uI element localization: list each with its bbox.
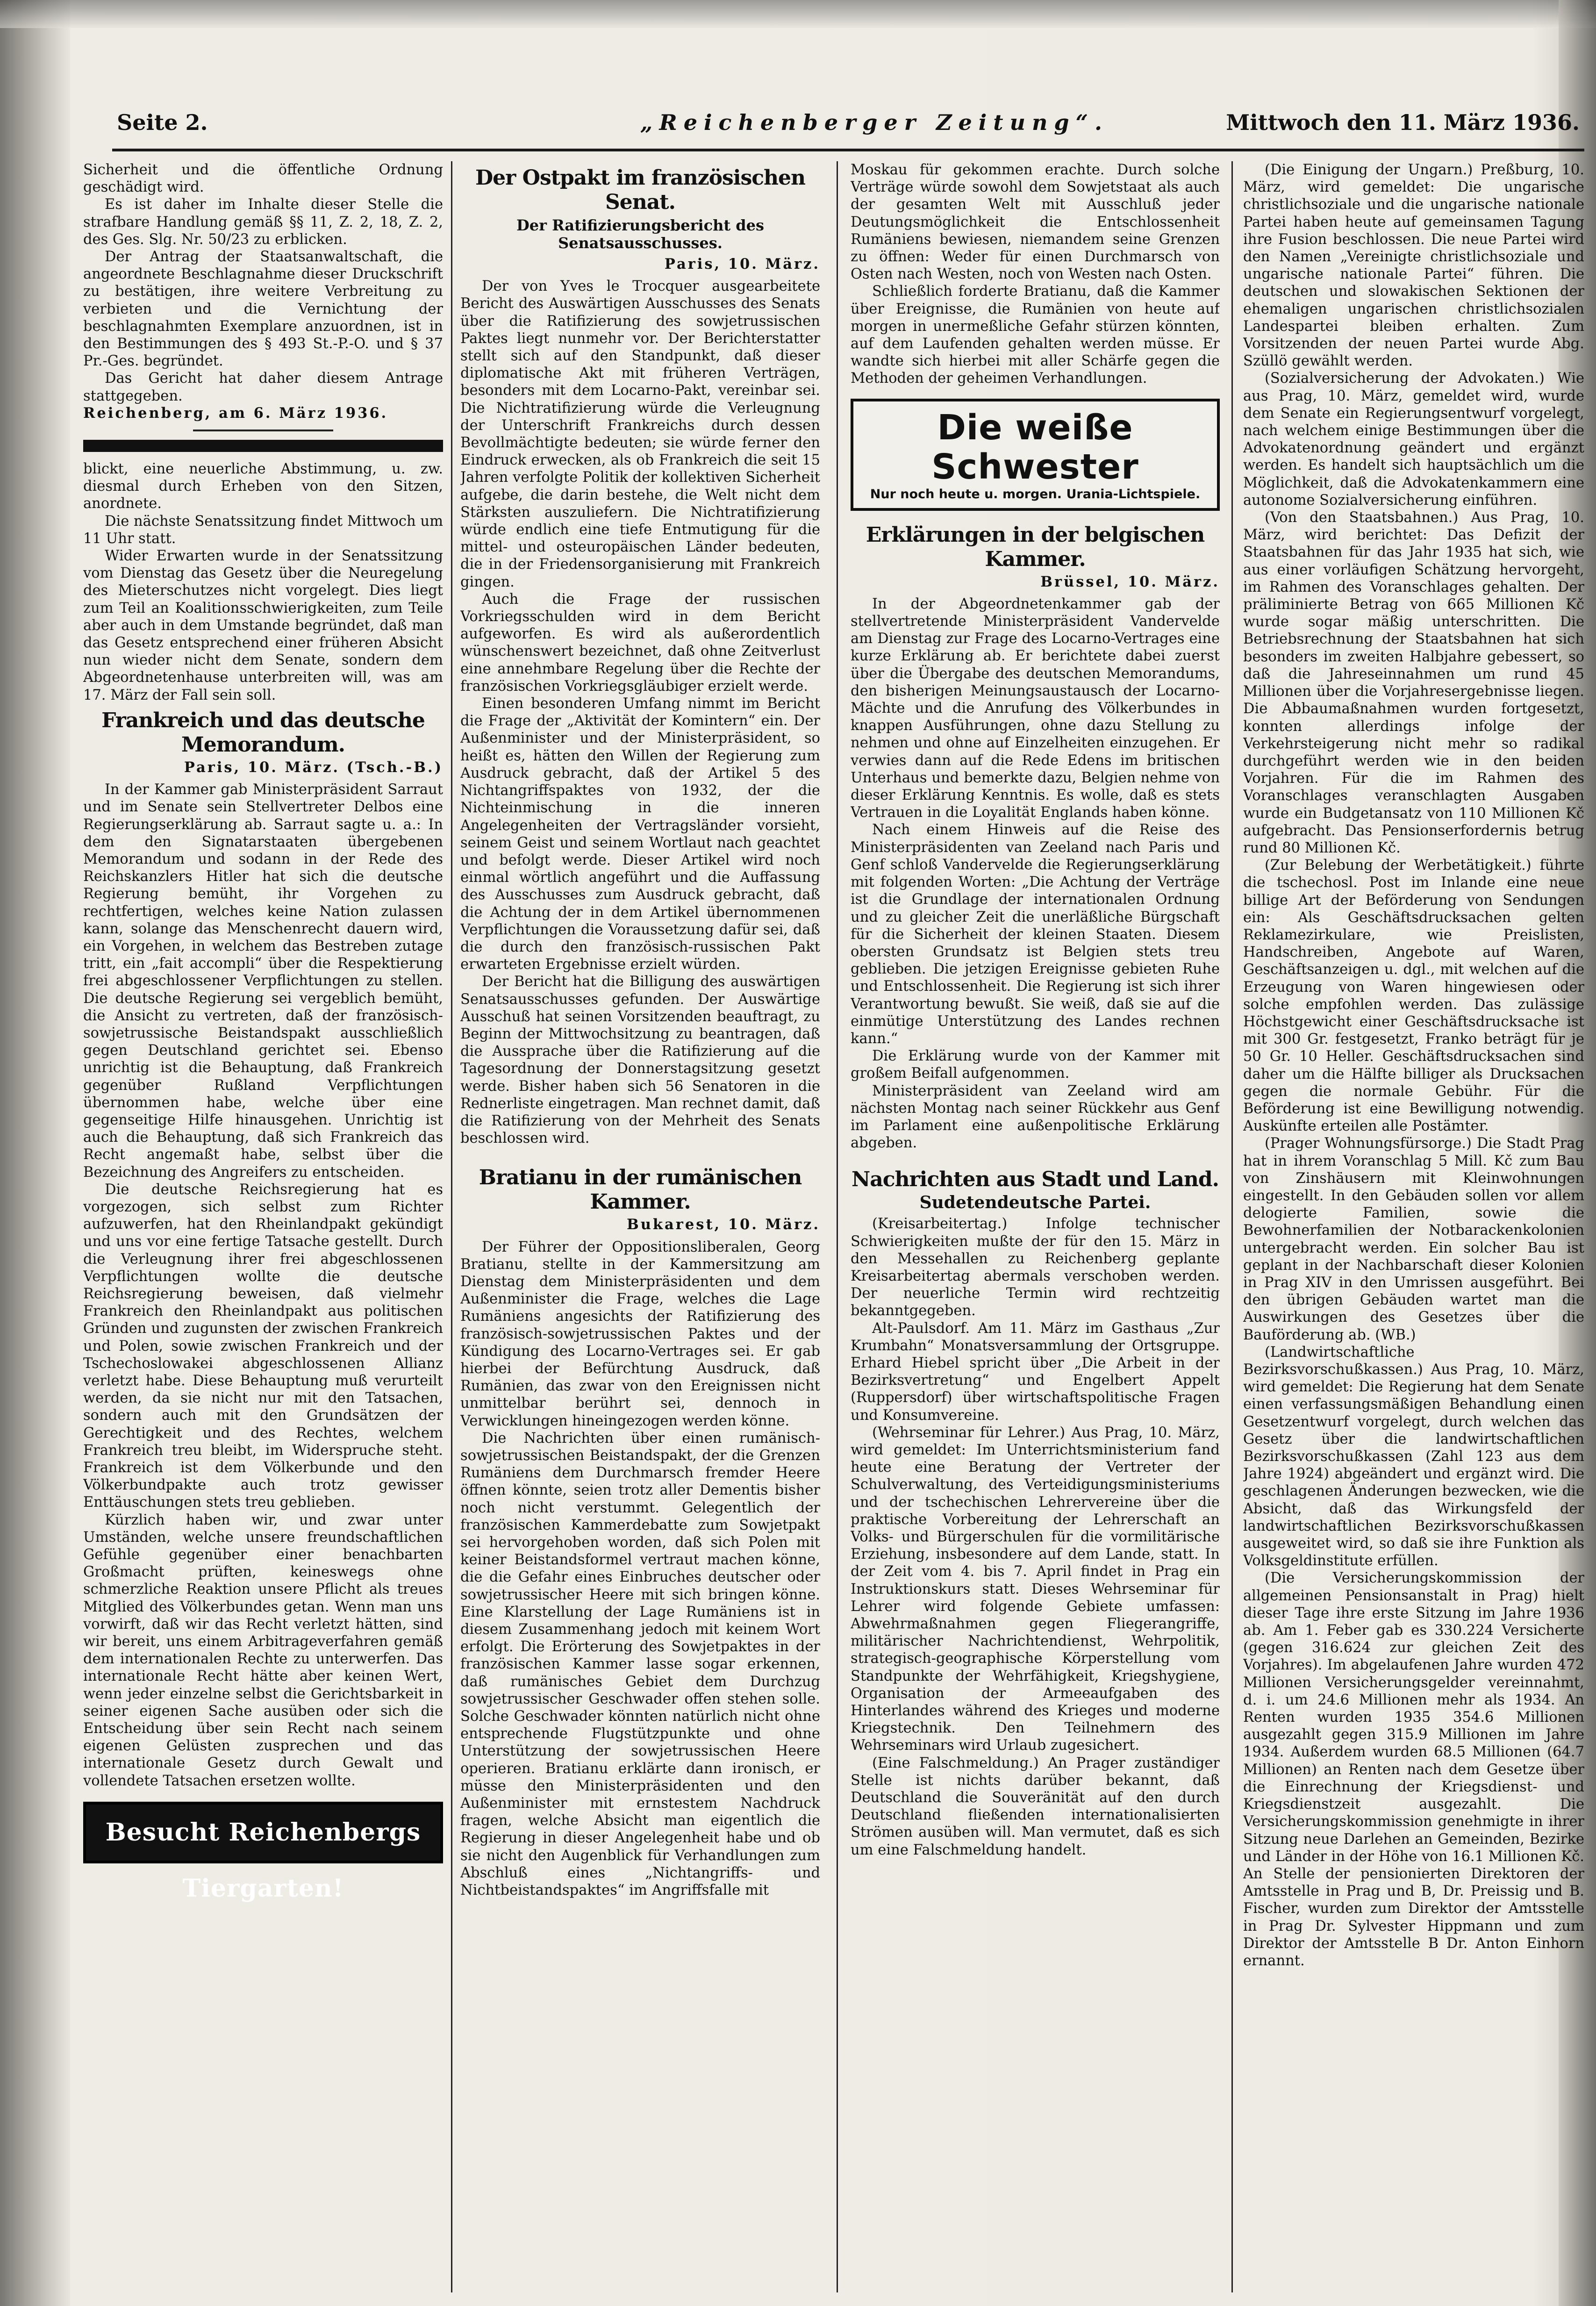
paragraph: Alt-Paulsdorf. Am 11. März im Gasthaus „Zur Krumbahn“ Monatsversammlung der Ortsgruppe. Erhard Hiebel spricht über „Die Arbeit in der Bezirksvertretung“ und Engelbert Appelt (Ruppersdorf) über wirtschaftspolitische Fragen und Konsumvereine. xyxy=(851,1320,1220,1424)
paragraph: (Zur Belebung der Werbetätigkeit.) führte die tschechosl. Post im Inlande eine neue billige Art der Beförderung von Sendungen ein: Als Geschäftsdrucksachen gelten Reklamezirkulare, wie Preislisten, Handschreiben, Angebote auf Waren, Geschäftsanzeigen u. dgl., mit welchen auf die Erzeugung von Waren hingewiesen oder solche empfohlen werden. Das zulässige Höchstgewicht einer Geschäftsdrucksache ist mit 300 Gr. festgesetzt, Franko beträgt für je 50 Gr. 10 Heller. Geschäftsdrucksachen sind daher um die Hälfte billiger als Drucksachen gegen die normale Gebühr. Für die Beförderung ist eine Bewilligung notwendig. Auskünfte erteilen alle Postämter. xyxy=(1243,857,1584,1135)
paragraph: Der von Yves le Trocquer ausgearbeitete Bericht des Auswärtigen Ausschusses des Senats über die Ratifizierung des sowjetrussischen Paktes liegt nunmehr vor. Der Berichterstatter stellt sich auf den Standpunkt, daß dieser diplomatische Akt mit früheren Verträgen, besonders mit dem Locarno-Pakt, vereinbar sei. Die Nichtratifizierung würde die Verleugnung der Unterschrift Frankreichs durch dessen Bevollmächtigte bedeuten; sie würde ferner den Eindruck erwecken, als ob Frankreich die seit 15 Jahren verfolgte Politik der kollektiven Sicherheit aufgebe, die darin bestehe, die Welt nicht dem Stärksten auszuliefern. Die Nichtratifizierung würde endlich eine tiefe Entmutigung für die mittel- und osteuropäischen Länder bedeuten, die in der Friedensorganisierung mit Frankreich gingen. xyxy=(460,278,820,590)
paragraph: (Die Versicherungskommission der allgemeinen Pensionsanstalt in Prag) hielt dieser Tage ihre erste Sitzung im Jahre 1936 ab. Am 1. Feber gab es 330.224 Versicherte (gegen 316.624 zur gleichen Zeit des Vorjahres). Im abgelaufenen Jahre wurden 472 Millionen Versicherungsgelder vereinnahmt, d. i. um 24.6 Millionen mehr als 1934. An Renten wurden 1935 354.6 Millionen ausgezahlt gegen 315.9 Millionen im Jahre 1934. Außerdem wurden 68.5 Millionen (64.7 Millionen) an Renten nach dem Gesetze über die Einrechnung der Kriegsdienst- und Kriegsdienstzeit ausgezahlt. Die Versicherungskommission genehmigte in ihrer Sitzung neue Darlehen an Gemeinden, Bezirke und Länder in der Höhe von 16.1 Millionen Kč. An Stelle der pensionierten Direktoren der Amtsstelle in Prag und B, Dr. Preissig und B. Fischer, wurden zum Direktor der Amtsstelle in Prag Dr. Sylvester Hippmann und zum Direktor der Amtsstelle B Dr. Anton Einhorn ernannt. xyxy=(1243,1570,1584,1969)
section-headline: Nachrichten aus Stadt und Land. xyxy=(851,1167,1219,1192)
article-headline: Bratianu in der rumänischen Kammer. xyxy=(479,1166,802,1214)
paragraph: (Sozialversicherung der Advokaten.) Wie aus Prag, 10. März, gemeldet wird, wurde dem Senate ein Regierungsentwurf vorgelegt, nach welchem einige Bestimmungen über die Advokatenordnung geändert und ergänzt werden. Es handelt sich hauptsächlich um die Möglichkeit, daß die Advokatenkammern eine autonome Sozialversicherung einführen. xyxy=(1243,370,1584,508)
paragraph: Nach einem Hinweis auf die Reise des Ministerpräsidenten van Zeeland nach Paris und Genf schloß Vandervelde die Regierungserklärung mit folgenden Worten: „Die Achtung der Verträge ist die Grundlage der internationalen Ordnung und zu gleicher Zeit die unerläßliche Bürgschaft für die Sicherheit der kleinen Staaten. Diesem obersten Grundsatz ist Belgien stets treu geblieben. Die jetzigen Ereignisse gebieten Ruhe und Entschlossenheit. Die Regierung ist sich ihrer Verantwortung bewußt. Sie weiß, daß sie auf die einmütige Unterstützung des Landes rechnen kann.“ xyxy=(851,822,1220,1047)
paragraph: Die nächste Senatssitzung findet Mittwoch um 11 Uhr statt. xyxy=(83,513,443,547)
paragraph: Das Gericht hat daher diesem Antrage stattgegeben. xyxy=(83,370,443,404)
column-rule xyxy=(1231,161,1233,2292)
ad-title: Die weiße Schwester xyxy=(931,407,1139,487)
divider xyxy=(193,430,333,431)
paragraph: blickt, eine neuerliche Abstimmung, u. zw. diesmal durch Erheben von den Sitzen, anordnete. xyxy=(83,461,443,512)
ad-subtitle: Nur noch heute u. morgen. Urania-Lichtspiele. xyxy=(870,487,1201,501)
paragraph: Der Bericht hat die Billigung des auswärtigen Senatsausschusses gefunden. Der Auswärtige Ausschuß hat seinen Vorsitzenden beauftragt, zu Beginn der Mittwochsitzung zu beantragen, daß die Aussprache über die Ratifizierung auf die Tagesordnung der Donnerstagsitzung gesetzt werde. Bisher haben sich 56 Senatoren in die Rednerliste eingetragen. Man rechnet damit, daß die Ratifizierung von der Mehrheit des Senats beschlossen wird. xyxy=(460,974,820,1147)
page-number: Seite 2. xyxy=(117,110,208,135)
paragraph: In der Abgeordnetenkammer gab der stellvertretende Ministerpräsident Vandervelde am Dienstag zur Frage des Locarno-Vertrages eine kurze Erklärung ab. Er berichtete dabei zuerst über die Übergabe des deutschen Memorandums, den bisherigen Meinungsaustausch der Locarno-Mächte und die Anrufung des Völkerbundes in knappen Ausführungen, ohne dazu Stellung zu nehmen und ohne auf Einzelheiten einzugehen. Er verwies dann auf die Rede Edens im britischen Unterhaus und bemerkte dazu, Belgien nehme von dieser Erklärung Kenntnis. Es wolle, daß es stets Vertrauen in die Loyalität Englands haben könne. xyxy=(851,595,1220,821)
paragraph: Kürzlich haben wir, und zwar unter Umständen, welche unsere freundschaftlichen Gefühle gegenüber einer benachbarten Großmacht prüften, keineswegs ohne schmerzliche Reaktion unsere Pflicht als treues Mitglied des Völkerbundes getan. Wenn man uns vorwirft, daß wir das Recht verletzt hätten, sind wir bereit, uns einem Arbitrageverfahren gemäß dem internationalen Rechte zu unterwerfen. Das internationale Recht hätte aber keinen Wert, wenn jeder einzelne selbst die Gerichtsbarkeit in seiner eigenen Sache ausüben oder sich die Entscheidung über sein Recht nach seinem eigenen Gelüsten zusprechen und das internationale Gesetz durch Gewalt und vollendete Tatsachen ersetzen wollte. xyxy=(83,1511,443,1789)
signature-line: Reichenberg, am 6. März 1936. xyxy=(83,404,388,422)
column-rule xyxy=(451,161,452,2292)
scan-shadow-top xyxy=(0,0,1596,28)
header-rule xyxy=(112,149,1584,151)
advertisement-banner: Besucht Reichenbergs Tiergarten! xyxy=(83,1802,443,1863)
paragraph: Die Nachrichten über einen rumänisch-sowjetrussischen Beistandspakt, der die Grenzen Rumäniens dem Durchmarsch fremder Heere öffnen könnte, seien trotz aller Dementis bisher noch nicht verstummt. Gelegentlich der französischen Kammerdebatte zum Sowjetpakt sei hervorgehoben worden, daß sich Polen mit keiner Beistandsformel vertraut machen könne, die die Gefahr eines Einbruches deutscher oder sowjetrussischer Heere mit sich bringen könne. Eine Klarstellung der Lage Rumäniens ist in diesem Zusammenhang jedoch mit keinem Wort erfolgt. Die Erörterung des Sowjetpaktes in der französischen Kammer lasse sogar erkennen, daß rumänisches Gebiet dem Durchzug sowjetrussischer Geschwader offen stehen solle. Solche Geschwader könnten natürlich nicht ohne entsprechende Flugstützpunkte und ohne Unterstützung der sowjetrussischen Heere operieren. Bratianu erklärte dann ironisch, er müsse den Ministerpräsidenten und den Außenminister mit ernstestem Nachdruck fragen, welche Absicht man eigentlich die Regierung in dieser Angelegenheit habe und ob sie nicht den Augenblick für Verhandlungen zum Abschluß eines „Nichtangriffs- und Nichtbeistandspaktes“ im Angriffsfalle mit xyxy=(460,1430,820,1899)
dateline: Bukarest, 10. März. xyxy=(626,1216,820,1233)
paragraph: (Eine Falschmeldung.) An Prager zuständiger Stelle ist nichts darüber bekannt, daß Deutschland die Souveränität auf den durch Deutschland fließenden internationalisierten Strömen ausüben will. Man vermutet, daß es sich um eine Falschmeldung handelt. xyxy=(851,1755,1220,1858)
column-4 xyxy=(1243,161,1584,2292)
issue-date: Mittwoch den 11. März 1936. xyxy=(1226,110,1580,135)
article-subheadline: Der Ratifizierungsbericht des Senatsausschusses. xyxy=(516,216,764,252)
column-2 xyxy=(460,161,820,2292)
scan-shadow-left xyxy=(0,0,70,2306)
section-subheadline: Sudetendeutsche Partei. xyxy=(919,1193,1151,1213)
dateline: Paris, 10. März. (Tsch.-B.) xyxy=(184,759,443,776)
newspaper-title: „Reichenberger Zeitung“. xyxy=(640,110,1109,135)
paragraph: (Landwirtschaftliche Bezirksvorschußkassen.) Aus Prag, 10. März, wird gemeldet: Die Regierung hat dem Senate einen verfassungsmäßigen Behandlung einen Gesetzentwurf vorgelegt, durch welchen das Gesetz über die landwirtschaftlichen Bezirksvorschußkassen (Zahl 123 aus dem Jahre 1924) abgeändert und ergänzt wird. Die geschlagenen Änderungen bezwecken, wie die Absicht, daß das Wirkungsfeld der landwirtschaftlichen Bezirksvorschußkassen ausgeweitet wird, so daß sie ihre Funktion als Volksgeldinstitute erfüllen. xyxy=(1243,1344,1584,1569)
dateline: Paris, 10. März. xyxy=(664,256,820,272)
paragraph: Auch die Frage der russischen Vorkriegsschulden wird in dem Bericht aufgeworfen. Es wird als außerordentlich wünschenswert bezeichnet, daß ohne Zeitverlust eine annehmbare Regelung über die Rechte der französischen Vorkriegsgläubiger erzielt werde. xyxy=(460,591,820,695)
column-rule xyxy=(837,161,838,2292)
paragraph: (Prager Wohnungsfürsorge.) Die Stadt Prag hat in ihrem Voranschlag 5 Mill. Kč zum Bau von Zinshäusern mit Kleinwohnungen eingestellt. In den Gebäuden sollen vor allem delogierte Familien, sowie die Bewohnerfamilien der Notbarackenkolonien untergebracht werden. Ein solcher Bau ist geplant in der Nachbarschaft dieser Kolonien in Prag XIV in den Umrissen ausgeführt. Bei den übrigen Gebäuden wartet man die Auswirkungen des Gesetzes über die Bauförderung ab. (WB.) xyxy=(1243,1135,1584,1343)
article-headline: Erklärungen in der belgischen Kammer. xyxy=(866,523,1205,571)
page-header xyxy=(117,110,1580,147)
paragraph: Wider Erwarten wurde in der Senatssitzung vom Dienstag das Gesetz über die Neuregelung des Mieterschutzes nicht vorgelegt. Dies liegt zum Teil an Koalitionsschwierigkeiten, zum Teile aber auch in dem Umstande begründet, daß man das Gesetz entsprechend einer früheren Absicht nun wieder nicht dem Senate, sondern dem Abgeordnetenhause unterbreiten will, was am 17. März der Fall sein soll. xyxy=(83,548,443,703)
paragraph: Es ist daher im Inhalte dieser Stelle die strafbare Handlung gemäß §§ 11, Z. 2, 18, Z. 2, des Ges. Slg. Nr. 50/23 zu erblicken. xyxy=(83,196,443,248)
article-headline: Der Ostpakt im französischen Senat. xyxy=(475,166,806,214)
cinema-advertisement xyxy=(851,399,1220,511)
paragraph: Einen besonderen Umfang nimmt im Bericht die Frage der „Aktivität der Komintern“ ein. Der Außenminister und der Ministerpräsident, so heißt es, hätten den Willen der Regierung zum Ausdruck gebracht, daß der Artikel 5 des Nichtangriffspaktes von 1932, der die Nichteinmischung in die inneren Angelegenheiten der Vertragsländer vorsieht, seinem Geist und seinem Wortlaut nach geachtet und befolgt werde. Dieser Artikel wird noch einmal wörtlich angeführt und die Auffassung des Ausschusses zum Ausdruck gebracht, daß die Achtung der in dem Artikel übernommenen Verpflichtungen die Voraussetzung dafür sei, daß die durch den französisch-russischen Pakt erwarteten Ergebnisse erzielt würden. xyxy=(460,695,820,973)
column-3 xyxy=(851,161,1220,2292)
paragraph: Moskau für gekommen erachte. Durch solche Verträge würde sowohl dem Sowjetstaat als auch der gesamten Welt mit Ausschluß jeder Deutungsmöglichkeit die Entschlossenheit Rumäniens bewiesen, niemandem seine Grenzen zu öffnen: Weder für einen Durchmarsch von Osten nach Westen, noch von Westen nach Osten. xyxy=(851,162,1220,283)
paragraph: Die deutsche Reichsregierung hat es vorgezogen, sich selbst zum Richter aufzuwerfen, hat den Rheinlandpakt gekündigt und uns vor eine fertige Tatsache gestellt. Durch die Verleugnung ihrer frei abgeschlossenen Verpflichtungen wollte die deutsche Reichsregierung beweisen, daß vielmehr Frankreich den Rheinlandpakt aus politischen Gründen und zugunsten der zwischen Frankreich und Polen, sowie zwischen Frankreich und der Tschechoslowakei abgeschlossenen Allianz verletzt habe. Diese Behauptung muß verurteilt werden, da sie nicht nur mit den Tatsachen, sondern auch mit den Grundsätzen der Gerechtigkeit und des Rechtes, welchem Frankreich treu bleibt, im Widerspruche steht. Frankreich ist dem Völkerbunde und den Völkerbundpakte auch trotz gewisser Enttäuschungen stets treu geblieben. xyxy=(83,1181,443,1511)
paragraph: (Kreisarbeitertag.) Infolge technischer Schwierigkeiten mußte der für den 15. März in den Messehallen zu Reichenberg geplante Kreisarbeitertag abermals verschoben werden. Der neuerliche Termin wird rechtzeitig bekanntgegeben. xyxy=(851,1216,1220,1319)
paragraph: Schließlich forderte Bratianu, daß die Kammer über Ereignisse, die Rumänien von heute auf morgen in unermeßliche Gefahr stürzen könnten, auf dem Laufenden gehalten werden müsse. Er wandte sich hierbei mit aller Schärfe gegen die Methoden der geheimen Verhandlungen. xyxy=(851,283,1220,387)
paragraph: In der Kammer gab Ministerpräsident Sarraut und im Senate sein Stellvertreter Delbos eine Regierungserklärung ab. Sarraut sagte u. a.: In dem den Signatarstaaten übergebenen Memorandum und sodann in der Rede des Reichskanzlers Hitler hat sich die deutsche Regierung bemüht, ihr Vorgehen zu rechtfertigen, welches keine Nation zulassen kann, solange das Menschenrecht dauern wird, ein Vorgehen, in welchem das Bestreben zutage tritt, ein „fait accompli“ über die Respektierung frei abgeschlossener Verpflichtungen zu stellen. Die deutsche Regierung sei vergeblich bemüht, die Ansicht zu vertreten, daß der französisch-sowjetrussische Beistandspakt ausschließlich gegen Deutschland gerichtet sei. Ebenso unrichtig ist die Behauptung, daß Frankreich gegenüber Rußland Verpflichtungen übernommen habe, welche über eine gegenseitige Hilfe hinausgehen. Unrichtig ist auch die Behauptung, daß sich Frankreich das Recht angemaßt habe, selbst über die Bezeichnung des Angreifers zu entscheiden. xyxy=(83,781,443,1181)
paragraph: Die Erklärung wurde von der Kammer mit großem Beifall aufgenommen. xyxy=(851,1048,1220,1082)
paragraph: Der Führer der Oppositionsliberalen, Georg Bratianu, stellte in der Kammersitzung am Dienstag dem Ministerpräsidenten und dem Außenminister die Frage, welches die Lage Rumäniens angesichts der Ratifizierung des französisch-sowjetrussischen Paktes und der Kündigung des Locarno-Vertrages sei. Er gab hierbei der Befürchtung Ausdruck, daß Rumänien, das zwar von den Ereignissen nicht unmittelbar berührt sei, dennoch in Verwicklungen hineingezogen werden könne. xyxy=(460,1239,820,1429)
dateline: Brüssel, 10. März. xyxy=(1040,573,1220,590)
article-headline: Frankreich und das deutsche Memorandum. xyxy=(101,708,425,757)
thick-divider xyxy=(83,440,443,452)
paragraph: Sicherheit und die öffentliche Ordnung geschädigt wird. xyxy=(83,162,443,196)
column-1 xyxy=(83,161,443,2292)
paragraph: (Wehrseminar für Lehrer.) Aus Prag, 10. März, wird gemeldet: Im Unterrichtsministerium fand heute eine Beratung der Vertreter der Schulverwaltung, des Verteidigungsministeriums und der tschechischen Lehrervereine über die praktische Vorbereitung der Lehrerschaft an Volks- und Bürgerschulen für die vormilitärische Erziehung, insbesondere auf dem Lande, statt. In der Zeit vom 4. bis 7. April findet in Prag ein Instruktionskurs statt. Dieses Wehrseminar für Lehrer wird folgende Gebiete umfassen: Abwehrmaßnahmen gegen Fliegerangriffe, militärischer Nachrichtendienst, Wehrpolitik, strategisch-geographische Körperstellung vom Standpunkte der Wehrfähigkeit, Kriegshygiene, Organisation der Armeeaufgaben des Hinterlandes während des Krieges und moderne Kriegstechnik. Den Teilnehmern des Wehrseminars wird Urlaub zugesichert. xyxy=(851,1424,1220,1754)
paragraph: (Die Einigung der Ungarn.) Preßburg, 10. März, wird gemeldet: Die ungarische christlichsoziale und die ungarische nationale Partei haben heute auf gemeinsamen Tagung ihre Fusion beschlossen. Die neue Partei wird den Namen „Vereinigte christlichsoziale und ungarische nationale Partei“ führen. Die deutschen und slowakischen Sektionen der ehemaligen ungarischen christlichsozialen Landespartei bleiben erhalten. Zum Vorsitzenden der neuen Partei wurde Abg. Szüllö gewählt werden. xyxy=(1243,162,1584,370)
paragraph: Ministerpräsident van Zeeland wird am nächsten Montag nach seiner Rückkehr aus Genf im Parlament eine außenpolitische Erklärung abgeben. xyxy=(851,1082,1220,1152)
paragraph: (Von den Staatsbahnen.) Aus Prag, 10. März, wird berichtet: Das Defizit der Staatsbahnen für das Jahr 1935 hat sich, wie aus einer vorläufigen Schätzung hervorgeht, im Rahmen des Voranschlages gehalten. Der präliminierte Betrag von 665 Millionen Kč wurde sogar mäßig unterschritten. Die Betriebsrechnung der Staatsbahnen hat sich besonders im zweiten Halbjahre gebessert, so daß die Jahreseinnahmen um rund 45 Millionen über die Vorjahresergebnisse liegen. Die Abbaumaßnahmen wurden fortgesetzt, konnten allerdings infolge der Verkehrsteigerung nicht mehr so radikal durchgeführt werden wie in den beiden Vorjahren. Für die im Rahmen des Voranschlages veranschlagten Ausgaben wurde ein Budgetansatz von 110 Millionen Kč aufgebracht. Das Pensionserfordernis betrug rund 80 Millionen Kč. xyxy=(1243,509,1584,856)
paragraph: Der Antrag der Staatsanwaltschaft, die angeordnete Beschlagnahme dieser Druckschrift zu bestätigen, ihre weitere Verbreitung zu verbieten und die Vernichtung der beschlagnahmten Exemplare anzuordnen, ist in den Bestimmungen des § 493 St.-P.-O. und § 37 Pr.-Ges. begründet. xyxy=(83,249,443,370)
